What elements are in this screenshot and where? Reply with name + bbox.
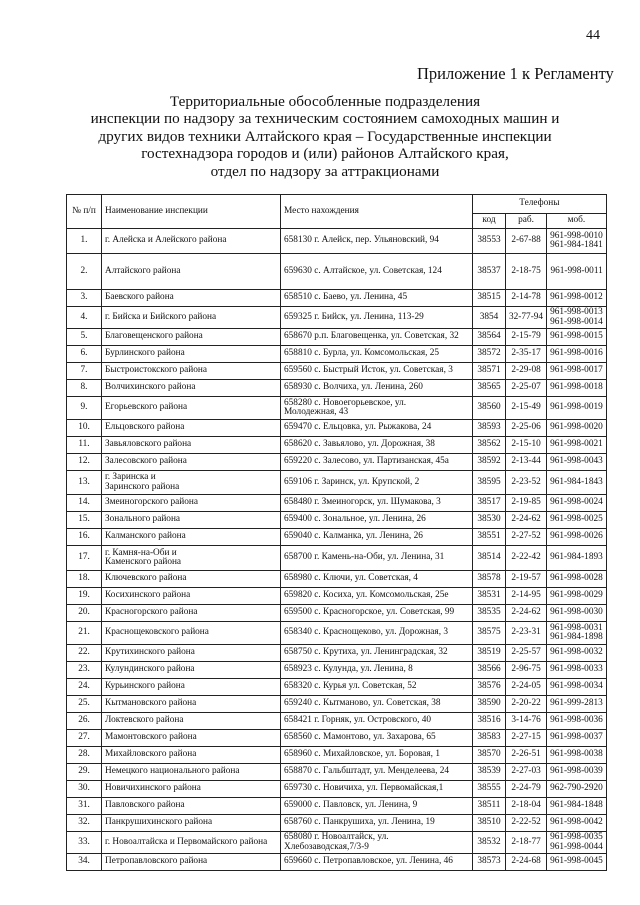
inspection-name: г. Алейска и Алейского района — [102, 229, 281, 254]
phone-code: 38553 — [473, 229, 506, 254]
table-row — [67, 588, 607, 605]
row-number: 8. — [67, 380, 102, 397]
table-row — [67, 730, 607, 747]
title-line: Территориальные обособленные подразделения — [169, 93, 481, 110]
inspection-name: г. Новоалтайска и Первомайского района — [102, 832, 281, 854]
location: 658760 с. Панкрушиха, ул. Ленина, 19 — [281, 815, 473, 832]
work-phone: 2-18-04 — [506, 798, 547, 815]
table-row — [67, 512, 607, 529]
row-number: 14. — [67, 495, 102, 512]
phone-code: 38511 — [473, 798, 506, 815]
phone-code: 38570 — [473, 747, 506, 764]
mobile-phone: 961-998-0026 — [547, 529, 607, 546]
table-row — [67, 363, 607, 380]
row-number: 12. — [67, 454, 102, 471]
phone-code: 38537 — [473, 254, 506, 290]
inspection-name: Быстроистокского района — [102, 363, 281, 380]
phone-code: 38535 — [473, 605, 506, 622]
inspection-name: Михайловского района — [102, 747, 281, 764]
table-row — [67, 605, 607, 622]
title-line: отдел по надзору за аттракционами — [210, 162, 440, 180]
table-row — [67, 645, 607, 662]
location: 659000 с. Павловск, ул. Ленина, 9 — [281, 798, 473, 815]
mobile-phone: 961-999-2813 — [547, 696, 607, 713]
mobile-phone: 961-998-0016 — [547, 346, 607, 363]
mobile-phone: 961-998-0015 — [547, 329, 607, 346]
work-phone: 2-29-08 — [506, 363, 547, 380]
inspection-name: Ельцовского района — [102, 420, 281, 437]
table-row — [67, 815, 607, 832]
work-phone: 2-25-57 — [506, 645, 547, 662]
table-row — [67, 420, 607, 437]
work-phone: 2-23-52 — [506, 471, 547, 495]
inspection-name: Косихинского района — [102, 588, 281, 605]
table-row — [67, 529, 607, 546]
work-phone: 2-26-51 — [506, 747, 547, 764]
phone-code: 38576 — [473, 679, 506, 696]
location: 659660 с. Петропавловское, ул. Ленина, 46 — [281, 854, 473, 871]
phone-code: 38593 — [473, 420, 506, 437]
mobile-phone: 961-998-0031 961-984-1898 — [547, 622, 607, 645]
location: 659220 с. Залесово, ул. Партизанская, 45а — [281, 454, 473, 471]
row-number: 6. — [67, 346, 102, 363]
table-row — [67, 346, 607, 363]
location: 659470 с. Ельцовка, ул. Рыжакова, 24 — [281, 420, 473, 437]
title-line: других видов техники Алтайского края – Государственные инспекции — [98, 127, 552, 145]
phone-code: 38510 — [473, 815, 506, 832]
work-phone: 2-35-17 — [506, 346, 547, 363]
inspection-name: г. Бийска и Бийского района — [102, 307, 281, 329]
row-number: 29. — [67, 764, 102, 781]
row-number: 24. — [67, 679, 102, 696]
phone-code: 38514 — [473, 546, 506, 571]
header-location: Место нахождения — [281, 195, 473, 229]
table-row — [67, 471, 607, 495]
phone-code: 38590 — [473, 696, 506, 713]
row-number: 7. — [67, 363, 102, 380]
location: 658480 г. Змеиногорск, ул. Шумакова, 3 — [281, 495, 473, 512]
mobile-phone: 961-998-0028 — [547, 571, 607, 588]
phone-code: 38532 — [473, 832, 506, 854]
work-phone: 2-67-88 — [506, 229, 547, 254]
phone-code: 3854 — [473, 307, 506, 329]
location: 658923 с. Кулунда, ул. Ленина, 8 — [281, 662, 473, 679]
mobile-phone: 961-998-0011 — [547, 254, 607, 290]
location: 658750 с. Крутиха, ул. Ленинградская, 32 — [281, 645, 473, 662]
location: 659106 г. Заринск, ул. Крупской, 2 — [281, 471, 473, 495]
work-phone: 32-77-94 — [506, 307, 547, 329]
mobile-phone: 961-998-0017 — [547, 363, 607, 380]
row-number: 18. — [67, 571, 102, 588]
location: 658080 г. Новоалтайск, ул. Хлебозаводская,7/3-9 — [281, 832, 473, 854]
inspection-name: Ключевского района — [102, 571, 281, 588]
inspection-name: Курьинского района — [102, 679, 281, 696]
inspection-name: Красногорского района — [102, 605, 281, 622]
row-number: 5. — [67, 329, 102, 346]
mobile-phone: 961-998-0034 — [547, 679, 607, 696]
header-code: код — [473, 214, 506, 229]
location: 659040 с. Калманка, ул. Ленина, 26 — [281, 529, 473, 546]
work-phone: 2-23-31 — [506, 622, 547, 645]
phone-code: 38562 — [473, 437, 506, 454]
title-line: гостехнадзора городов и (или) районов Алтайского края, — [141, 145, 509, 163]
inspection-name: Локтевского района — [102, 713, 281, 730]
row-number: 13. — [67, 471, 102, 495]
work-phone: 2-20-22 — [506, 696, 547, 713]
table-row — [67, 662, 607, 679]
location: 658130 г. Алейск, пер. Ульяновский, 94 — [281, 229, 473, 254]
table-row — [67, 798, 607, 815]
location: 658980 с. Ключи, ул. Советская, 4 — [281, 571, 473, 588]
mobile-phone: 961-998-0030 — [547, 605, 607, 622]
row-number: 10. — [67, 420, 102, 437]
mobile-phone: 961-998-0035 961-998-0044 — [547, 832, 607, 854]
inspection-name: Зонального района — [102, 512, 281, 529]
work-phone: 2-24-68 — [506, 854, 547, 871]
location: 658960 с. Михайловское, ул. Боровая, 1 — [281, 747, 473, 764]
inspection-name: Павловского района — [102, 798, 281, 815]
mobile-phone: 961-984-1843 — [547, 471, 607, 495]
work-phone: 2-13-44 — [506, 454, 547, 471]
work-phone: 2-24-62 — [506, 512, 547, 529]
row-number: 25. — [67, 696, 102, 713]
table-row — [67, 713, 607, 730]
phone-code: 38578 — [473, 571, 506, 588]
table-row — [67, 832, 607, 854]
work-phone: 2-24-05 — [506, 679, 547, 696]
table-row — [67, 397, 607, 420]
row-number: 4. — [67, 307, 102, 329]
location: 658870 с. Гальбштадт, ул. Менделеева, 24 — [281, 764, 473, 781]
location: 658560 с. Мамонтово, ул. Захарова, 65 — [281, 730, 473, 747]
row-number: 32. — [67, 815, 102, 832]
mobile-phone: 961-984-1848 — [547, 798, 607, 815]
location: 659630 с. Алтайское, ул. Советская, 124 — [281, 254, 473, 290]
work-phone: 2-25-06 — [506, 420, 547, 437]
table-row — [67, 781, 607, 798]
table-row — [67, 254, 607, 290]
inspection-name: Залесовского района — [102, 454, 281, 471]
work-phone: 2-15-49 — [506, 397, 547, 420]
inspection-name: Крутихинского района — [102, 645, 281, 662]
phone-code: 38517 — [473, 495, 506, 512]
mobile-phone: 961-998-0025 — [547, 512, 607, 529]
row-number: 27. — [67, 730, 102, 747]
phone-code: 38516 — [473, 713, 506, 730]
row-number: 19. — [67, 588, 102, 605]
work-phone: 2-96-75 — [506, 662, 547, 679]
row-number: 34. — [67, 854, 102, 871]
phone-code: 38573 — [473, 854, 506, 871]
mobile-phone: 961-998-0012 — [547, 290, 607, 307]
work-phone: 2-24-79 — [506, 781, 547, 798]
inspection-name: Немецкого национального района — [102, 764, 281, 781]
inspection-name: г. Камня-на-Оби и Каменского района — [102, 546, 281, 571]
phone-code: 38530 — [473, 512, 506, 529]
document-title — [40, 93, 610, 180]
row-number: 30. — [67, 781, 102, 798]
row-number: 33. — [67, 832, 102, 854]
header-name: Наименование инспекции — [102, 195, 281, 229]
location: 658620 с. Завьялово, ул. Дорожная, 38 — [281, 437, 473, 454]
mobile-phone: 961-998-0039 — [547, 764, 607, 781]
mobile-phone: 961-984-1893 — [547, 546, 607, 571]
appendix-label: Приложение 1 к Регламенту — [417, 64, 614, 83]
work-phone: 2-18-77 — [506, 832, 547, 854]
location: 658670 р.п. Благовещенка, ул. Советская, 32 — [281, 329, 473, 346]
inspection-name: Панкрушихинского района — [102, 815, 281, 832]
table-row — [67, 854, 607, 871]
phone-code: 38592 — [473, 454, 506, 471]
work-phone: 2-18-75 — [506, 254, 547, 290]
location: 659325 г. Бийск, ул. Ленина, 113-29 — [281, 307, 473, 329]
phone-code: 38565 — [473, 380, 506, 397]
table-row — [67, 546, 607, 571]
phone-code: 38571 — [473, 363, 506, 380]
table-row — [67, 679, 607, 696]
location: 658700 г. Камень-на-Оби, ул. Ленина, 31 — [281, 546, 473, 571]
table-body — [67, 229, 607, 871]
row-number: 16. — [67, 529, 102, 546]
phone-code: 38515 — [473, 290, 506, 307]
row-number: 28. — [67, 747, 102, 764]
inspection-name: Змеиногорского района — [102, 495, 281, 512]
row-number: 15. — [67, 512, 102, 529]
mobile-phone: 961-998-0037 — [547, 730, 607, 747]
row-number: 17. — [67, 546, 102, 571]
inspection-name: Бурлинского района — [102, 346, 281, 363]
inspection-name: Краснощековского района — [102, 622, 281, 645]
inspection-name: Волчихинского района — [102, 380, 281, 397]
phone-code: 38572 — [473, 346, 506, 363]
row-number: 21. — [67, 622, 102, 645]
row-number: 2. — [67, 254, 102, 290]
table-row — [67, 329, 607, 346]
title-line: инспекции по надзору за техническим состоянием самоходных машин и — [90, 110, 560, 128]
inspection-name: Кулундинского района — [102, 662, 281, 679]
location: 658930 с. Волчиха, ул. Ленина, 260 — [281, 380, 473, 397]
work-phone: 2-24-62 — [506, 605, 547, 622]
work-phone: 2-22-42 — [506, 546, 547, 571]
table-row — [67, 290, 607, 307]
work-phone: 2-15-10 — [506, 437, 547, 454]
table-row — [67, 495, 607, 512]
header-mobile: моб. — [547, 214, 607, 229]
mobile-phone: 961-998-0032 — [547, 645, 607, 662]
work-phone: 2-14-95 — [506, 588, 547, 605]
mobile-phone: 962-790-2920 — [547, 781, 607, 798]
location: 659820 с. Косиха, ул. Комсомольская, 25е — [281, 588, 473, 605]
table-row — [67, 696, 607, 713]
mobile-phone: 961-998-0033 — [547, 662, 607, 679]
row-number: 31. — [67, 798, 102, 815]
row-number: 22. — [67, 645, 102, 662]
phone-code: 38519 — [473, 645, 506, 662]
work-phone: 2-27-03 — [506, 764, 547, 781]
page-number: 44 — [586, 28, 600, 43]
location: 658421 г. Горняк, ул. Островского, 40 — [281, 713, 473, 730]
inspection-name: Баевского района — [102, 290, 281, 307]
mobile-phone: 961-998-0036 — [547, 713, 607, 730]
location: 659560 с. Быстрый Исток, ул. Советская, 3 — [281, 363, 473, 380]
location: 659400 с. Зональное, ул. Ленина, 26 — [281, 512, 473, 529]
inspection-name: г. Заринска и Заринского района — [102, 471, 281, 495]
location: 659500 с. Красногорское, ул. Советская, 99 — [281, 605, 473, 622]
work-phone: 2-27-52 — [506, 529, 547, 546]
mobile-phone: 961-998-0024 — [547, 495, 607, 512]
header-num: № п/п — [67, 195, 102, 229]
inspection-name: Мамонтовского района — [102, 730, 281, 747]
work-phone: 2-19-85 — [506, 495, 547, 512]
row-number: 23. — [67, 662, 102, 679]
mobile-phone: 961-998-0038 — [547, 747, 607, 764]
phone-code: 38566 — [473, 662, 506, 679]
location: 659240 с. Кытманово, ул. Советская, 38 — [281, 696, 473, 713]
table-row — [67, 380, 607, 397]
inspection-name: Новичихинского района — [102, 781, 281, 798]
phone-code: 38555 — [473, 781, 506, 798]
mobile-phone: 961-998-0019 — [547, 397, 607, 420]
header-phones: Телефоны — [473, 195, 607, 214]
mobile-phone: 961-998-0045 — [547, 854, 607, 871]
table-row — [67, 747, 607, 764]
work-phone: 2-25-07 — [506, 380, 547, 397]
mobile-phone: 961-998-0021 — [547, 437, 607, 454]
work-phone: 2-27-15 — [506, 730, 547, 747]
phone-code: 38560 — [473, 397, 506, 420]
mobile-phone: 961-998-0010 961-984-1841 — [547, 229, 607, 254]
mobile-phone: 961-998-0018 — [547, 380, 607, 397]
location: 658320 с. Курья ул. Советская, 52 — [281, 679, 473, 696]
phone-code: 38564 — [473, 329, 506, 346]
work-phone: 2-22-52 — [506, 815, 547, 832]
inspection-name: Алтайского района — [102, 254, 281, 290]
table-row — [67, 307, 607, 329]
mobile-phone: 961-998-0043 — [547, 454, 607, 471]
location: 659730 с. Новичиха, ул. Первомайская,1 — [281, 781, 473, 798]
table-row — [67, 229, 607, 254]
work-phone: 2-19-57 — [506, 571, 547, 588]
row-number: 11. — [67, 437, 102, 454]
phone-code: 38575 — [473, 622, 506, 645]
table-row — [67, 764, 607, 781]
header-work: раб. — [506, 214, 547, 229]
phone-code: 38539 — [473, 764, 506, 781]
work-phone: 2-14-78 — [506, 290, 547, 307]
table-row — [67, 622, 607, 645]
mobile-phone: 961-998-0042 — [547, 815, 607, 832]
inspection-name: Кытмановского района — [102, 696, 281, 713]
location: 658810 с. Бурла, ул. Комсомольская, 25 — [281, 346, 473, 363]
mobile-phone: 961-998-0013 961-998-0014 — [547, 307, 607, 329]
table-row — [67, 571, 607, 588]
inspection-name: Петропавловского района — [102, 854, 281, 871]
location: 658340 с. Краснощеково, ул. Дорожная, 3 — [281, 622, 473, 645]
work-phone: 3-14-76 — [506, 713, 547, 730]
phone-code: 38583 — [473, 730, 506, 747]
location: 658510 с. Баево, ул. Ленина, 45 — [281, 290, 473, 307]
table-row — [67, 437, 607, 454]
row-number: 1. — [67, 229, 102, 254]
row-number: 3. — [67, 290, 102, 307]
inspection-name: Егорьевского района — [102, 397, 281, 420]
phone-code: 38531 — [473, 588, 506, 605]
inspections-table — [66, 194, 607, 871]
phone-code: 38595 — [473, 471, 506, 495]
row-number: 20. — [67, 605, 102, 622]
row-number: 26. — [67, 713, 102, 730]
phone-code: 38551 — [473, 529, 506, 546]
inspection-name: Калманского района — [102, 529, 281, 546]
table-row — [67, 454, 607, 471]
mobile-phone: 961-998-0020 — [547, 420, 607, 437]
inspection-name: Благовещенского района — [102, 329, 281, 346]
work-phone: 2-15-79 — [506, 329, 547, 346]
location: 658280 с. Новоегорьевское, ул. Молодежная, 43 — [281, 397, 473, 420]
row-number: 9. — [67, 397, 102, 420]
mobile-phone: 961-998-0029 — [547, 588, 607, 605]
inspection-name: Завьяловского района — [102, 437, 281, 454]
